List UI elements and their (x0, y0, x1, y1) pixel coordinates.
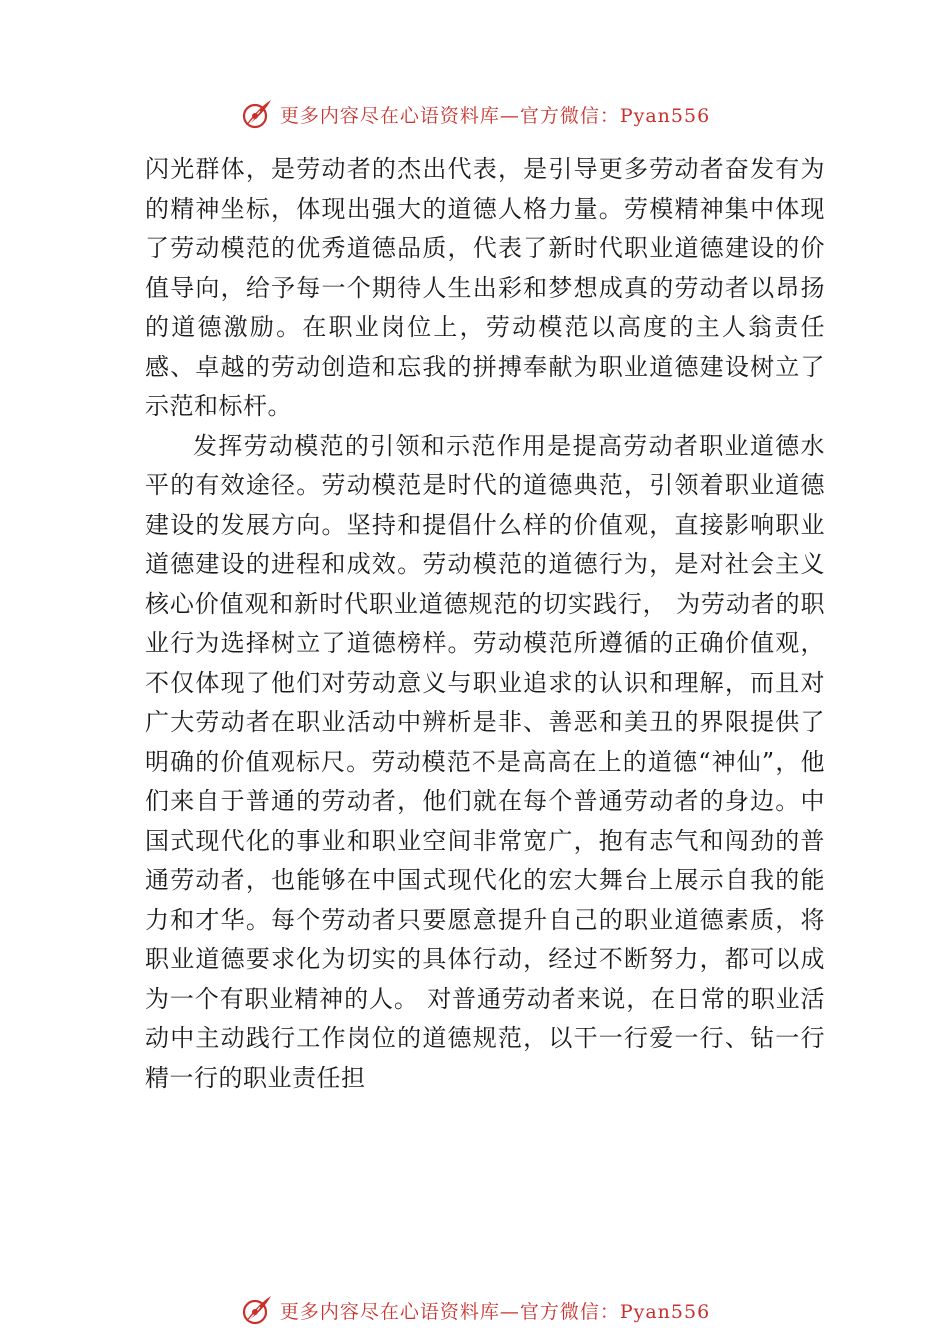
quill-logo-icon (240, 1293, 274, 1327)
footer-banner-text: 更多内容尽在心语资料库—官方微信：Pyan556 (279, 1300, 711, 1323)
header-banner (0, 94, 950, 134)
paragraph-1: 闪光群体，是劳动者的杰出代表，是引导更多劳动者奋发有为的精神坐标，体现出强大的道德人格力量。劳模精神集中体现了劳动模范的优秀道德品质，代表了新时代职业道德建设的价值导向，给予每一个期待人生出彩和梦想成真的劳动者以昂扬的道德激励。在职业岗位上，劳动模范以高度的主人翁责任感、卓越的劳动创造和忘我的拼搏奉献为职业道德建设树立了示范和标杆。 (145, 155, 825, 420)
footer-banner (0, 1290, 950, 1330)
header-banner-text: 更多内容尽在心语资料库—官方微信：Pyan556 (279, 104, 711, 127)
paragraph-2: 发挥劳动模范的引领和示范作用是提高劳动者职业道德水平的有效途径。劳动模范是时代的道德典范，引领着职业道德建设的发展方向。坚持和提倡什么样的价值观，直接影响职业道德建设的进程和成效。劳动模范的道德行为，是对社会主义核心价值观和新时代职业道德规范的切实践行， 为劳动者的职业行为选择树立了道德榜样。劳动模范所遵循的正确价值观，不仅体现了他们对劳动意义与职业追求的认识和理解，而且对广大劳动者在职业活动中辨析是非、善恶和美丑的界限提供了明确的价值观标尺。劳动模范不是高高在上的道德“神仙”，他们来自于普通的劳动者，他们就在每个普通劳动者的身边。中国式现代化的事业和职业空间非常宽广，抱有志气和闯劲的普通劳动者，也能够在中国式现代化的宏大舞台上展示自我的能力和才华。每个劳动者只要愿意提升自己的职业道德素质，将职业道德要求化为切实的具体行动，经过不断努力，都可以成为一个有职业精神的人。 对普通劳动者来说，在日常的职业活动中主动践行工作岗位的道德规范，以干一行爱一行、钻一行精一行的职业责任担 (145, 431, 825, 1092)
quill-logo-icon (240, 97, 274, 131)
document-body (145, 150, 825, 1098)
